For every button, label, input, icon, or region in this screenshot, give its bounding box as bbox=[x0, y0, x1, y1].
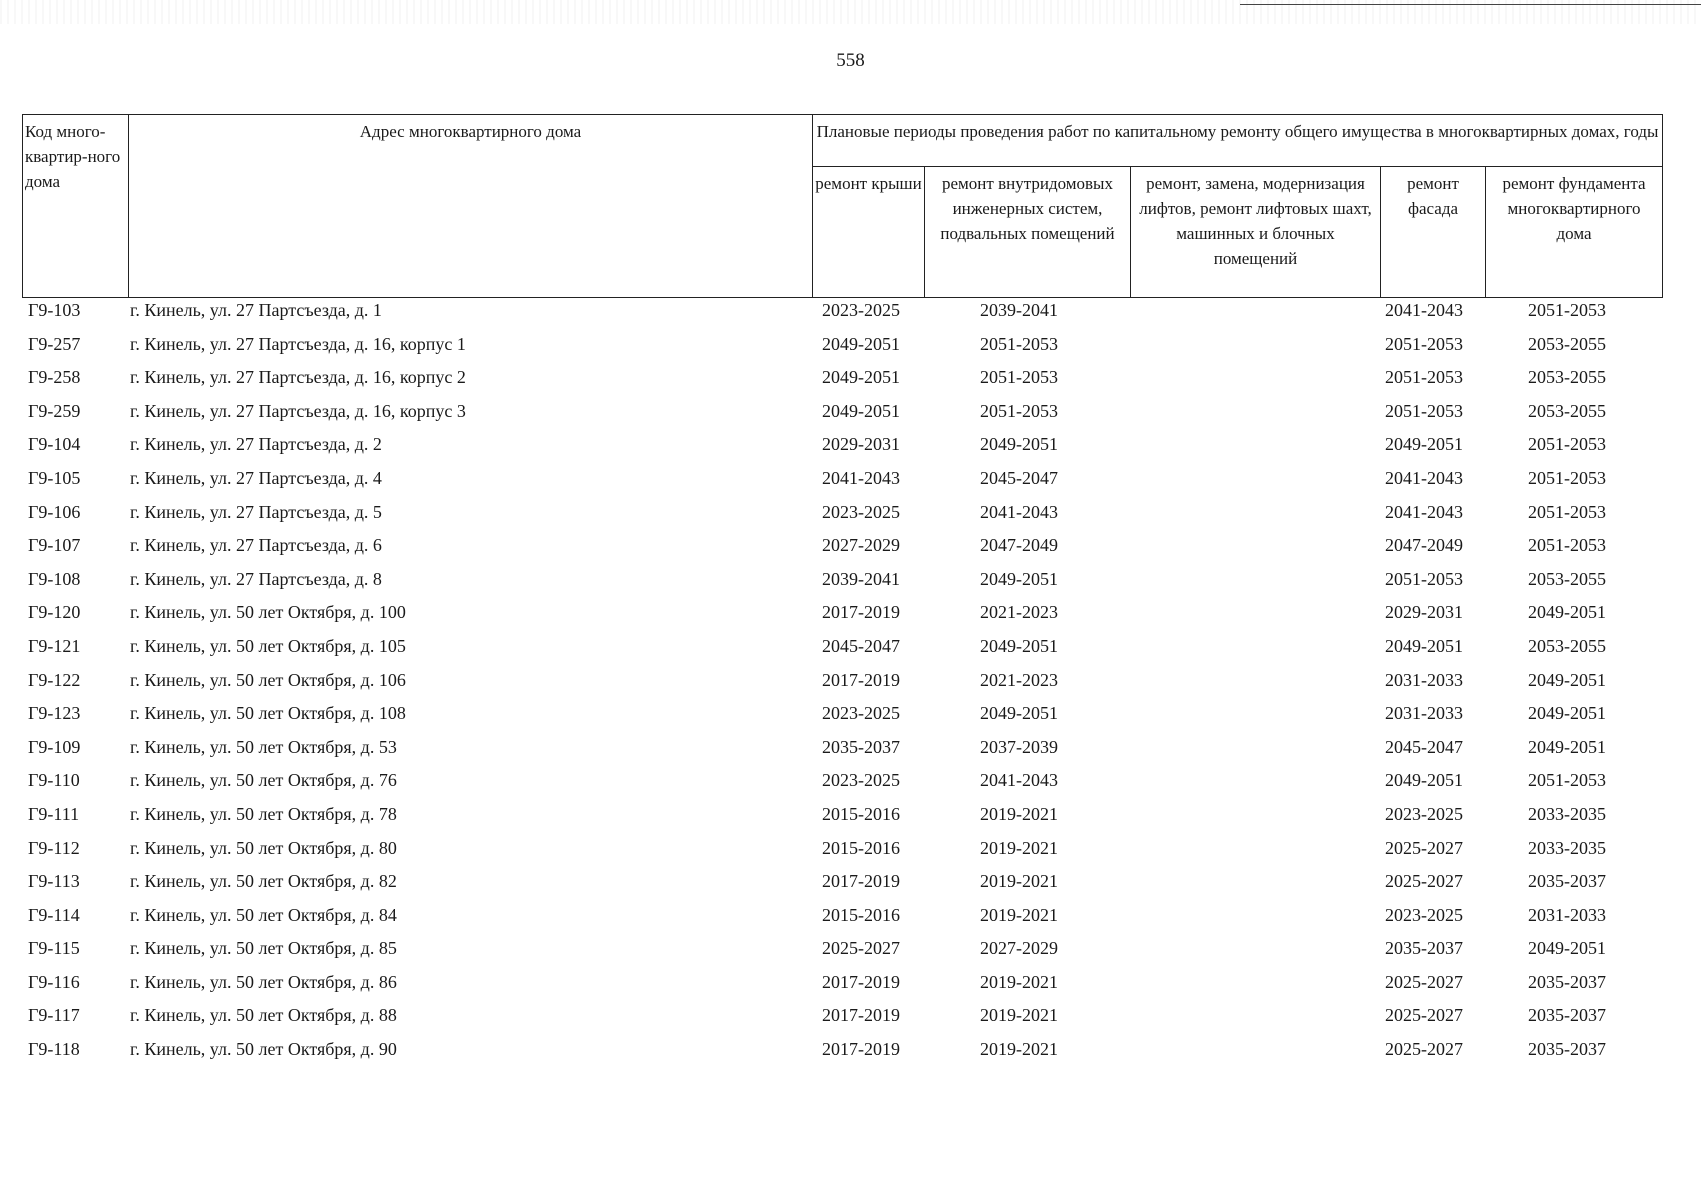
row-foundation: 2053-2055 bbox=[1528, 568, 1606, 589]
row-engineering: 2051-2053 bbox=[980, 333, 1058, 354]
row-engineering: 2045-2047 bbox=[980, 467, 1058, 488]
row-roof: 2015-2016 bbox=[822, 837, 900, 858]
row-foundation: 2051-2053 bbox=[1528, 434, 1606, 455]
row-foundation: 2035-2037 bbox=[1528, 971, 1606, 992]
row-address: г. Кинель, ул. 50 лет Октября, д. 84 bbox=[130, 904, 397, 925]
row-foundation: 2049-2051 bbox=[1528, 602, 1606, 623]
row-foundation: 2033-2035 bbox=[1528, 837, 1606, 858]
table-row bbox=[0, 869, 1701, 903]
row-address: г. Кинель, ул. 50 лет Октября, д. 108 bbox=[130, 703, 406, 724]
row-engineering: 2041-2043 bbox=[980, 501, 1058, 522]
row-foundation: 2049-2051 bbox=[1528, 669, 1606, 690]
row-foundation: 2035-2037 bbox=[1528, 1005, 1606, 1026]
row-roof: 2017-2019 bbox=[822, 669, 900, 690]
row-address: г. Кинель, ул. 27 Партсъезда, д. 1 bbox=[130, 300, 382, 320]
header-facade: ремонт фасада bbox=[1381, 167, 1486, 298]
row-address: г. Кинель, ул. 50 лет Октября, д. 86 bbox=[130, 971, 397, 992]
row-code: Г9-120 bbox=[28, 602, 81, 623]
header-foundation: ремонт фундамента многоквартирного дома bbox=[1486, 167, 1663, 298]
row-address: г. Кинель, ул. 50 лет Октября, д. 76 bbox=[130, 770, 397, 791]
row-address: г. Кинель, ул. 27 Партсъезда, д. 5 bbox=[130, 501, 382, 522]
row-code: Г9-116 bbox=[28, 971, 80, 992]
row-address: г. Кинель, ул. 50 лет Октября, д. 100 bbox=[130, 602, 406, 623]
row-address: г. Кинель, ул. 50 лет Октября, д. 85 bbox=[130, 938, 397, 959]
header-periods: Плановые периоды проведения работ по капитальному ремонту общего имущества в многоквартирных домах, годы bbox=[813, 115, 1663, 167]
row-engineering: 2019-2021 bbox=[980, 803, 1058, 824]
row-address: г. Кинель, ул. 27 Партсъезда, д. 16, корпус 2 bbox=[130, 367, 466, 388]
row-engineering: 2041-2043 bbox=[980, 770, 1058, 791]
table-row bbox=[0, 970, 1701, 1004]
row-engineering: 2049-2051 bbox=[980, 568, 1058, 589]
row-engineering: 2039-2041 bbox=[980, 300, 1058, 320]
row-code: Г9-105 bbox=[28, 467, 81, 488]
row-code: Г9-106 bbox=[28, 501, 81, 522]
row-code: Г9-257 bbox=[28, 333, 81, 354]
row-roof: 2049-2051 bbox=[822, 367, 900, 388]
table-row bbox=[0, 836, 1701, 870]
row-facade: 2051-2053 bbox=[1385, 367, 1463, 388]
row-foundation: 2053-2055 bbox=[1528, 367, 1606, 388]
row-address: г. Кинель, ул. 50 лет Октября, д. 88 bbox=[130, 1005, 397, 1026]
row-facade: 2049-2051 bbox=[1385, 770, 1463, 791]
table-row bbox=[0, 332, 1701, 366]
table-row bbox=[0, 567, 1701, 601]
row-code: Г9-108 bbox=[28, 568, 81, 589]
row-address: г. Кинель, ул. 27 Партсъезда, д. 8 bbox=[130, 568, 382, 589]
table-row bbox=[0, 432, 1701, 466]
table-row bbox=[0, 903, 1701, 937]
header-lifts: ремонт, замена, модернизация лифтов, ремонт лифтовых шахт, машинных и блочных помещений bbox=[1131, 167, 1381, 298]
table-row bbox=[0, 600, 1701, 634]
row-address: г. Кинель, ул. 50 лет Октября, д. 78 bbox=[130, 803, 397, 824]
row-address: г. Кинель, ул. 27 Партсъезда, д. 16, корпус 3 bbox=[130, 400, 466, 421]
row-facade: 2041-2043 bbox=[1385, 300, 1463, 320]
table-row bbox=[0, 399, 1701, 433]
row-code: Г9-122 bbox=[28, 669, 81, 690]
row-facade: 2025-2027 bbox=[1385, 1005, 1463, 1026]
row-roof: 2017-2019 bbox=[822, 871, 900, 892]
row-facade: 2041-2043 bbox=[1385, 501, 1463, 522]
row-engineering: 2049-2051 bbox=[980, 635, 1058, 656]
table-row bbox=[0, 701, 1701, 735]
row-address: г. Кинель, ул. 27 Партсъезда, д. 4 bbox=[130, 467, 382, 488]
row-foundation: 2049-2051 bbox=[1528, 938, 1606, 959]
row-foundation: 2053-2055 bbox=[1528, 635, 1606, 656]
row-code: Г9-121 bbox=[28, 635, 81, 656]
row-foundation: 2051-2053 bbox=[1528, 770, 1606, 791]
row-code: Г9-117 bbox=[28, 1005, 80, 1026]
row-engineering: 2051-2053 bbox=[980, 367, 1058, 388]
row-roof: 2049-2051 bbox=[822, 400, 900, 421]
row-address: г. Кинель, ул. 50 лет Октября, д. 90 bbox=[130, 1039, 397, 1060]
row-engineering: 2019-2021 bbox=[980, 837, 1058, 858]
row-code: Г9-259 bbox=[28, 400, 81, 421]
table-body bbox=[0, 298, 1701, 1071]
row-facade: 2025-2027 bbox=[1385, 837, 1463, 858]
row-engineering: 2047-2049 bbox=[980, 535, 1058, 556]
row-address: г. Кинель, ул. 27 Партсъезда, д. 6 bbox=[130, 535, 382, 556]
row-roof: 2017-2019 bbox=[822, 971, 900, 992]
row-code: Г9-112 bbox=[28, 837, 80, 858]
row-engineering: 2049-2051 bbox=[980, 703, 1058, 724]
row-engineering: 2037-2039 bbox=[980, 736, 1058, 757]
table-row bbox=[0, 668, 1701, 702]
row-foundation: 2051-2053 bbox=[1528, 535, 1606, 556]
table-row bbox=[0, 634, 1701, 668]
row-facade: 2051-2053 bbox=[1385, 568, 1463, 589]
row-facade: 2023-2025 bbox=[1385, 803, 1463, 824]
row-roof: 2039-2041 bbox=[822, 568, 900, 589]
row-code: Г9-109 bbox=[28, 736, 81, 757]
table-row bbox=[0, 466, 1701, 500]
row-engineering: 2019-2021 bbox=[980, 971, 1058, 992]
row-address: г. Кинель, ул. 50 лет Октября, д. 106 bbox=[130, 669, 406, 690]
table-row bbox=[0, 1003, 1701, 1037]
row-engineering: 2051-2053 bbox=[980, 400, 1058, 421]
row-engineering: 2021-2023 bbox=[980, 669, 1058, 690]
row-code: Г9-110 bbox=[28, 770, 80, 791]
row-roof: 2023-2025 bbox=[822, 300, 900, 320]
row-code: Г9-118 bbox=[28, 1039, 80, 1060]
row-code: Г9-123 bbox=[28, 703, 81, 724]
table-row bbox=[0, 365, 1701, 399]
row-roof: 2041-2043 bbox=[822, 467, 900, 488]
row-roof: 2025-2027 bbox=[822, 938, 900, 959]
row-code: Г9-258 bbox=[28, 367, 81, 388]
header-code: Код много-квартир-ного дома bbox=[23, 115, 129, 298]
row-code: Г9-103 bbox=[28, 300, 81, 320]
page-number: 558 bbox=[836, 50, 865, 71]
row-facade: 2049-2051 bbox=[1385, 434, 1463, 455]
row-roof: 2023-2025 bbox=[822, 703, 900, 724]
row-roof: 2015-2016 bbox=[822, 904, 900, 925]
row-foundation: 2049-2051 bbox=[1528, 736, 1606, 757]
row-facade: 2047-2049 bbox=[1385, 535, 1463, 556]
row-foundation: 2049-2051 bbox=[1528, 703, 1606, 724]
row-address: г. Кинель, ул. 50 лет Октября, д. 53 bbox=[130, 736, 397, 757]
row-code: Г9-107 bbox=[28, 535, 81, 556]
row-roof: 2029-2031 bbox=[822, 434, 900, 455]
row-facade: 2025-2027 bbox=[1385, 871, 1463, 892]
row-facade: 2035-2037 bbox=[1385, 938, 1463, 959]
row-roof: 2045-2047 bbox=[822, 635, 900, 656]
row-address: г. Кинель, ул. 27 Партсъезда, д. 16, корпус 1 bbox=[130, 333, 466, 354]
row-foundation: 2053-2055 bbox=[1528, 400, 1606, 421]
row-foundation: 2053-2055 bbox=[1528, 333, 1606, 354]
row-address: г. Кинель, ул. 50 лет Октября, д. 82 bbox=[130, 871, 397, 892]
table-row bbox=[0, 533, 1701, 567]
row-foundation: 2033-2035 bbox=[1528, 803, 1606, 824]
row-facade: 2031-2033 bbox=[1385, 703, 1463, 724]
row-address: г. Кинель, ул. 50 лет Октября, д. 80 bbox=[130, 837, 397, 858]
row-roof: 2023-2025 bbox=[822, 501, 900, 522]
row-foundation: 2051-2053 bbox=[1528, 467, 1606, 488]
row-facade: 2051-2053 bbox=[1385, 400, 1463, 421]
row-roof: 2049-2051 bbox=[822, 333, 900, 354]
table-header bbox=[22, 114, 1663, 298]
table-row bbox=[0, 298, 1701, 332]
row-roof: 2017-2019 bbox=[822, 602, 900, 623]
row-facade: 2049-2051 bbox=[1385, 635, 1463, 656]
table-row bbox=[0, 936, 1701, 970]
row-facade: 2031-2033 bbox=[1385, 669, 1463, 690]
row-code: Г9-115 bbox=[28, 938, 80, 959]
row-foundation: 2031-2033 bbox=[1528, 904, 1606, 925]
table-row bbox=[0, 735, 1701, 769]
row-roof: 2015-2016 bbox=[822, 803, 900, 824]
header-roof: ремонт крыши bbox=[813, 167, 925, 298]
table-row bbox=[0, 500, 1701, 534]
row-code: Г9-104 bbox=[28, 434, 81, 455]
row-engineering: 2049-2051 bbox=[980, 434, 1058, 455]
row-facade: 2051-2053 bbox=[1385, 333, 1463, 354]
row-engineering: 2019-2021 bbox=[980, 1039, 1058, 1060]
table-row bbox=[0, 1037, 1701, 1071]
row-engineering: 2019-2021 bbox=[980, 1005, 1058, 1026]
row-engineering: 2027-2029 bbox=[980, 938, 1058, 959]
row-facade: 2025-2027 bbox=[1385, 971, 1463, 992]
row-facade: 2023-2025 bbox=[1385, 904, 1463, 925]
scan-line bbox=[1240, 4, 1701, 5]
row-code: Г9-113 bbox=[28, 871, 80, 892]
row-roof: 2017-2019 bbox=[822, 1039, 900, 1060]
row-address: г. Кинель, ул. 50 лет Октября, д. 105 bbox=[130, 635, 406, 656]
row-code: Г9-114 bbox=[28, 904, 80, 925]
row-foundation: 2051-2053 bbox=[1528, 300, 1606, 320]
row-foundation: 2035-2037 bbox=[1528, 1039, 1606, 1060]
row-roof: 2035-2037 bbox=[822, 736, 900, 757]
row-code: Г9-111 bbox=[28, 803, 80, 824]
row-engineering: 2019-2021 bbox=[980, 871, 1058, 892]
row-engineering: 2021-2023 bbox=[980, 602, 1058, 623]
row-foundation: 2035-2037 bbox=[1528, 871, 1606, 892]
row-roof: 2023-2025 bbox=[822, 770, 900, 791]
table-row bbox=[0, 768, 1701, 802]
row-roof: 2027-2029 bbox=[822, 535, 900, 556]
row-foundation: 2051-2053 bbox=[1528, 501, 1606, 522]
row-facade: 2041-2043 bbox=[1385, 467, 1463, 488]
row-engineering: 2019-2021 bbox=[980, 904, 1058, 925]
row-address: г. Кинель, ул. 27 Партсъезда, д. 2 bbox=[130, 434, 382, 455]
header-address: Адрес многоквартирного дома bbox=[129, 115, 813, 298]
row-facade: 2029-2031 bbox=[1385, 602, 1463, 623]
table-row bbox=[0, 802, 1701, 836]
row-facade: 2025-2027 bbox=[1385, 1039, 1463, 1060]
header-engineering: ремонт внутридомовых инженерных систем, подвальных помещений bbox=[925, 167, 1131, 298]
row-roof: 2017-2019 bbox=[822, 1005, 900, 1026]
row-facade: 2045-2047 bbox=[1385, 736, 1463, 757]
